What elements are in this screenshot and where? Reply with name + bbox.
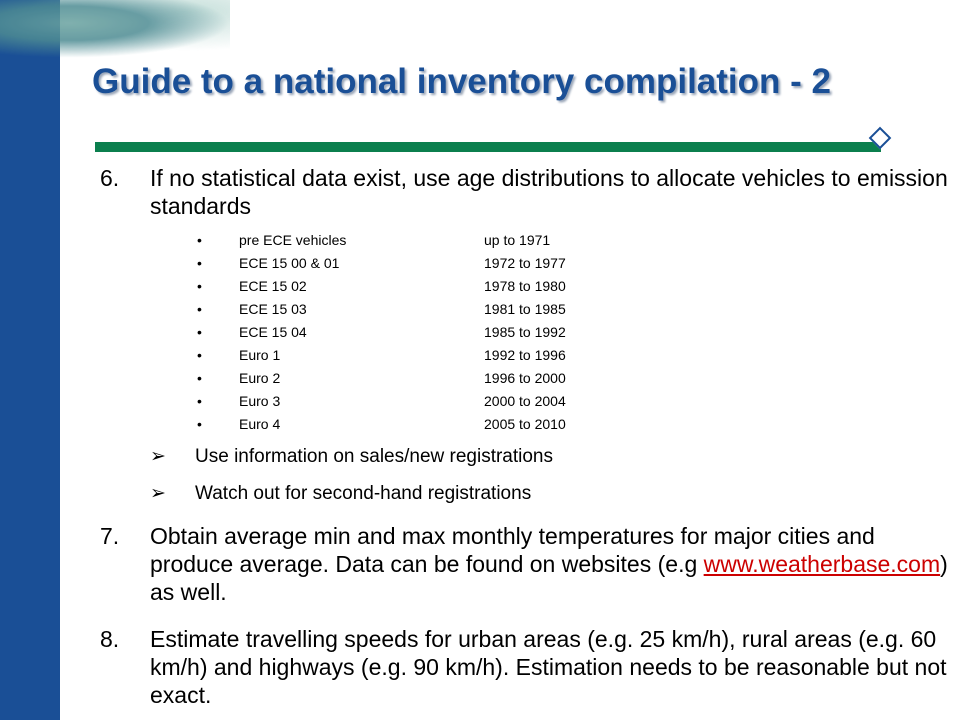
slide-title: Guide to a national inventory compilation - 2 bbox=[92, 62, 831, 101]
bullet-icon: • bbox=[197, 370, 202, 386]
item-number: 8. bbox=[100, 626, 120, 652]
arrow-bullet-icon: ➢ bbox=[150, 483, 166, 504]
standard-years: 1996 to 2000 bbox=[484, 370, 566, 386]
item-number: 6. bbox=[100, 165, 120, 191]
item-text-after: ) as well. bbox=[150, 551, 948, 605]
weatherbase-link[interactable]: www.weatherbase.com bbox=[703, 551, 941, 577]
standard-name: ECE 15 03 bbox=[239, 301, 307, 317]
standard-name: Euro 3 bbox=[239, 393, 281, 409]
standard-name: Euro 2 bbox=[239, 370, 281, 386]
standard-years: 1972 to 1977 bbox=[484, 255, 566, 271]
standard-years: 1985 to 1992 bbox=[484, 324, 566, 340]
item-text bbox=[150, 522, 950, 606]
standard-name: Euro 1 bbox=[239, 347, 281, 363]
standard-years: 1992 to 1996 bbox=[484, 347, 566, 363]
bullet-icon: • bbox=[197, 393, 202, 409]
bullet-icon: • bbox=[197, 278, 202, 294]
standard-years: up to 1971 bbox=[484, 232, 551, 248]
item-text: Estimate travelling speeds for urban areas (e.g. 25 km/h), rural areas (e.g. 60 km/h) and highways (e.g. 90 km/h). Estimation needs to be reasonable but not exact. bbox=[150, 626, 947, 708]
standard-name: Euro 4 bbox=[239, 416, 281, 432]
standard-years: 2005 to 2010 bbox=[484, 416, 566, 432]
standard-years: 2000 to 2004 bbox=[484, 393, 566, 409]
bullet-icon: • bbox=[197, 301, 202, 317]
bullet-icon: • bbox=[197, 232, 202, 248]
item-text-before: Obtain average min and max monthly temperatures for major cities and produce average. Data can be found on websites (e.g bbox=[150, 523, 875, 577]
arrow-bullet-icon: ➢ bbox=[150, 446, 166, 467]
standard-name: ECE 15 02 bbox=[239, 278, 307, 294]
bullet-icon: • bbox=[197, 416, 202, 432]
bullet-icon: • bbox=[197, 347, 202, 363]
standard-name: ECE 15 04 bbox=[239, 324, 307, 340]
tip-text: Use information on sales/new registrations bbox=[195, 446, 554, 467]
bullet-icon: • bbox=[197, 324, 202, 340]
standard-years: 1981 to 1985 bbox=[484, 301, 566, 317]
tip-text: Watch out for second-hand registrations bbox=[195, 483, 532, 504]
standard-name: ECE 15 00 & 01 bbox=[239, 255, 340, 271]
standard-name: pre ECE vehicles bbox=[239, 232, 347, 248]
standard-years: 1978 to 1980 bbox=[484, 278, 566, 294]
bullet-icon: • bbox=[197, 255, 202, 271]
item-text: If no statistical data exist, use age distributions to allocate vehicles to emission standards bbox=[150, 165, 948, 219]
item-number: 7. bbox=[100, 523, 120, 549]
